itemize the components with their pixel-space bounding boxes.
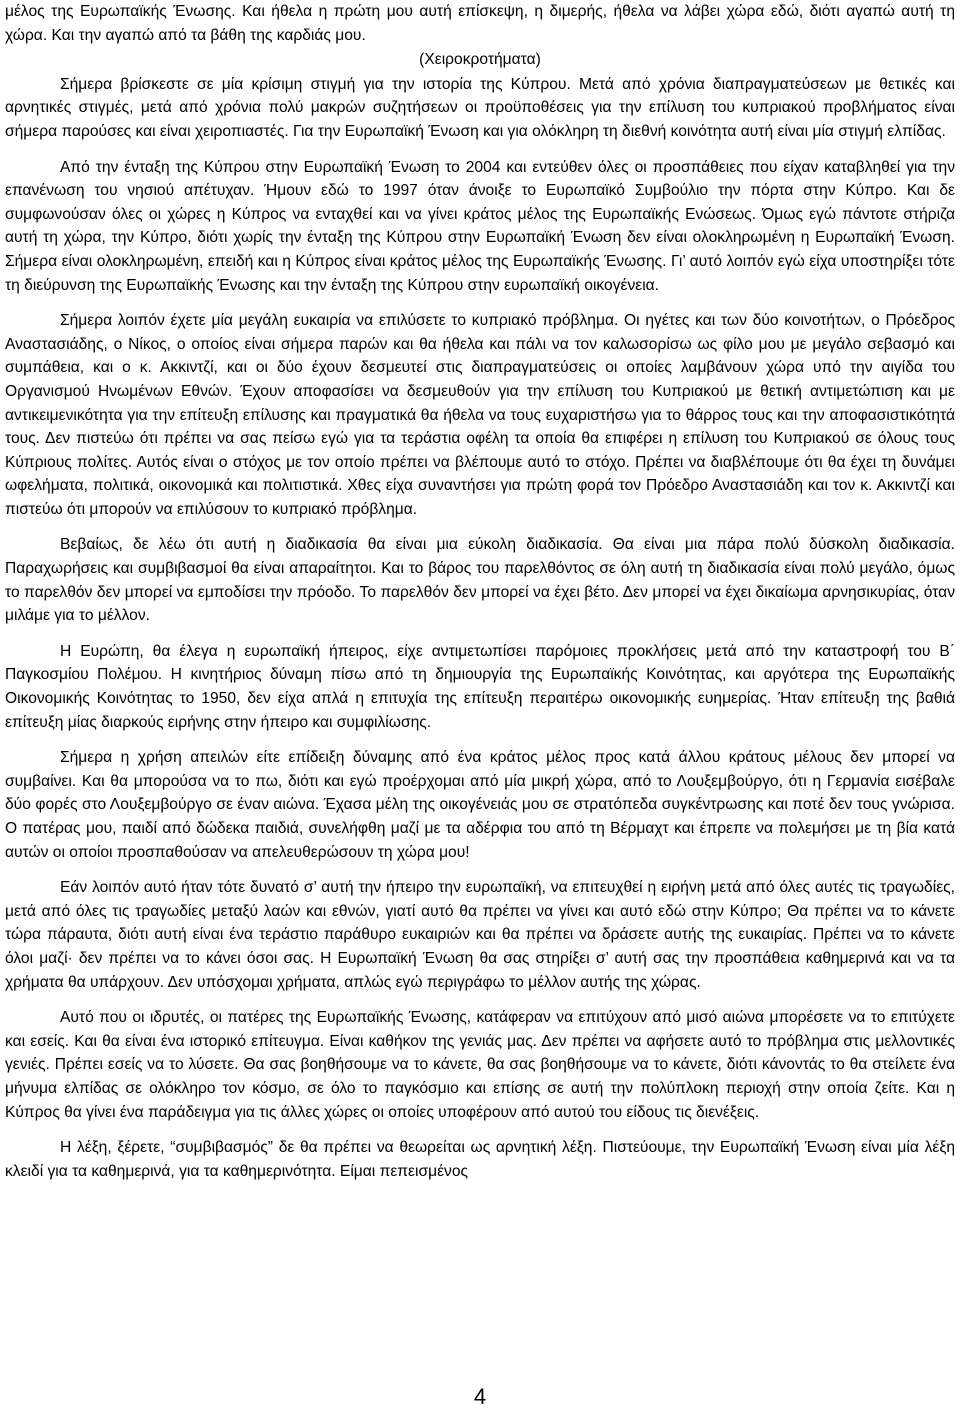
applause-note: (Χειροκροτήματα) bbox=[419, 51, 541, 69]
paragraph-9: Αυτό που οι ιδρυτές, οι πατέρες της Ευρωπαϊκής Ένωσης, κατάφεραν να επιτύχουν από μισό αιώνα μπορέσετε να το επιτύχετε και εσείς. Και θα είναι ένα ιστορικό επίτευγμα. Είναι καθήκον της γενιάς μας. Δεν πρέπει να αφήσετε αυτό το πρόβλημα στις μελλοντικές γενιές. Πρέπει εσείς να το λύσετε. Θα σας βοηθήσουμε να το κάνετε, θα σας βοηθήσουμε να το κάνετε, διότι κάνοντάς το θα στείλετε ένα μήνυμα ελπίδας σε ολόκληρο τον κόσμο, σε όλο το παγκόσμιο και επίσης σε αυτή την πολύπλοκη περιοχή στην οποία ζείτε. Και η Κύπρος θα γίνει ένα παράδειγμα για τις άλλες χώρες οι οποίες υποφέρουν από αυτού του είδους τις διενέξεις. bbox=[5, 1009, 955, 1121]
page-number: 4 bbox=[473, 1384, 487, 1409]
paragraph-6: Η Ευρώπη, θα έλεγα η ευρωπαϊκή ήπειρος, είχε αντιμετωπίσει παρόμοιες προκλήσεις μετά από την καταστροφή του Β΄ Παγκοσμίου Πολέμου. Η κινητήριος δύναμη πίσω από τη δημιουργία της Ευρωπαϊκής Κοινότητας, και αργότερα της Ευρωπαϊκής Οικονομικής Κοινότητας το 1950, δεν είχα απλά η επιτυχία της επίτευξη περαιτέρω οικονομικής ευημερίας. Ήταν επίτευξη της βαθιά επίτευξη μίας διαρκούς ειρήνης στην ήπειρο και συμφιλίωσης. bbox=[5, 642, 955, 731]
paragraph-4: Σήμερα λοιπόν έχετε μία μεγάλη ευκαιρία να επιλύσετε το κυπριακό πρόβλημα. Οι ηγέτες και των δύο κοινοτήτων, ο Πρόεδρος Αναστασιάδης, ο Νίκος, ο οποίος είναι σήμερα παρών και θα ήθελα και πάλι να τον καλωσορίσω ως φίλο μου με μεγάλο σεβασμό και συμπάθεια, και ο κ. Ακκιντζί, και οι δύο έχουν δεσμευτεί στις διαπραγματεύσεις οι οποίες λαμβάνουν χώρα υπό την αιγίδα του Οργανισμού Ηνωμένων Εθνών. Έχουν αποφασίσει να δεσμευθούν για την επίλυση του Κυπριακού με θετική αντιμετώπιση και με αντικειμενικότητα για την επίτευξη επίλυσης και πραγματικά θα ήθελα να τους ευχαριστήσω για το θάρρος τους και την αποφασιστικότητά τους. Δεν πιστεύω ότι πρέπει να σας πείσω εγώ για τα τεράστια οφέλη τα οποία θα επιφέρει η επίλυση του Κυπριακού σε όλους τους Κύπριους πολίτες. Αυτός είναι ο στόχος με τον οποίο πρέπει να βλέπουμε αυτό το στόχο. Πρέπει να διαβλέπουμε ότι θα έχει τη δυνάμει ωφελήματα, πολιτικά, οικονομικά και πολιτιστικά. Χθες είχα συναντήσει για πρώτη φορά τον Πρόεδρο Αναστασιάδη και τον κ. Ακκιντζί και πιστεύω ότι μπορούν να επιλύσουν το κυπριακό πρόβλημα. bbox=[5, 312, 955, 518]
paragraph-5: Βεβαίως, δε λέω ότι αυτή η διαδικασία θα είναι μια εύκολη διαδικασία. Θα είναι μια πάρα πολύ δύσκολη διαδικασία. Παραχωρήσεις και συμβιβασμοί θα είναι απαραίτητοι. Και το βάρος του παρελθόντος σε όλη αυτή τη διαδικασία είναι πολύ μεγάλο, όμως το παρελθόν δεν μπορεί να εμποδίσει την πρόοδο. Το παρελθόν δεν μπορεί να έχει βέτο. Δεν μπορεί να έχει δικαίωμα αρνησικυρίας, όταν μιλάμε για το μέλλον. bbox=[5, 536, 955, 625]
paragraph-7: Σήμερα η χρήση απειλών είτε επίδειξη δύναμης από ένα κράτος μέλος προς κατά άλλου κράτους μέλους δεν μπορεί να συμβαίνει. Και θα μπορούσα να το πω, διότι και εγώ προέρχομαι από μία μικρή χώρα, από το Λουξεμβούργο, ότι η Γερμανία εισέβαλε δύο φορές στο Λουξεμβούργο σε έναν αιώνα. Έχασα μέλη της οικογένειάς μου σε στρατόπεδα συγκέντρωσης και ποτέ δεν τους γνώρισα. Ο πατέρας μου, παιδί από δώδεκα παιδιά, συνελήφθη μαζί με τα αδέρφια του από τη Βέρμαχτ και έπρεπε να πολεμήσει με τη βία κατά αυτών οι οποίοι προσπαθούσαν να απελευθερώσουν τη χώρα μου! bbox=[5, 749, 955, 861]
paragraph-3: Από την ένταξη της Κύπρου στην Ευρωπαϊκή Ένωση το 2004 και εντεύθεν όλες οι προσπάθειες που είχαν καταβληθεί για την επανένωση του νησιού απέτυχαν. Ήμουν εδώ το 1997 όταν άνοιξε το Ευρωπαϊκό Συμβούλιο την πόρτα στην Κύπρο. Και δε συμφωνούσαν όλες οι χώρες η Κύπρος να ενταχθεί και να γίνει κράτος μέλος της Ευρωπαϊκής Ενώσεως. Όμως εγώ πάντοτε στήριζα αυτή τη χώρα, την Κύπρο, διότι χωρίς την ένταξη της Κύπρου στην Ευρωπαϊκή Ένωση δεν είναι ολοκληρωμένη η Ευρωπαϊκή Ένωση. Σήμερα είναι ολοκληρωμένη, επειδή και η Κύπρος είναι κράτος μέλος της Ευρωπαϊκής Ένωσης. Γι’ αυτό λοιπόν εγώ είχα υποστηρίξει τότε τη διεύρυνση της Ευρωπαϊκής Ένωσης και την ένταξη της Κύπρου στην ευρωπαϊκή οικογένεια. bbox=[5, 158, 955, 294]
paragraph-1: μέλος της Ευρωπαϊκής Ένωσης. Και ήθελα η πρώτη μου αυτή επίσκεψη, η διμερής, ήθελα να λάβει χώρα εδώ, διότι αγαπώ αυτή τη χώρα. Και την αγαπώ από τα βάθη της καρδιάς μου. bbox=[5, 3, 955, 44]
document-page bbox=[5, 0, 955, 1183]
paragraph-8: Εάν λοιπόν αυτό ήταν τότε δυνατό σ’ αυτή την ήπειρο την ευρωπαϊκή, να επιτευχθεί η ειρήνη μετά από όλες αυτές τις τραγωδίες, μετά από όλες τις τραγωδίες μεταξύ λαών και εθνών, γιατί αυτό θα πρέπει να γίνει και αυτό εδώ στην Κύπρο; Θα πρέπει να το κάνετε τώρα πάραυτα, διότι αυτή είναι ένα τεράστιο παράθυρο ευκαιριών και θα πρέπει να δράσετε αυτής της ευκαιρίας. Πρέπει να το κάνετε όλοι μαζί· δεν πρέπει να το κάνει όσοι σας. Η Ευρωπαϊκή Ένωση θα σας στηρίξει σ’ αυτή σας την προσπάθεια καθημερινά και να τα χρήματα θα υπάρχουν. Δεν υπόσχομαι χρήματα, απλώς εγώ περιγράφω το μέλλον αυτής της χώρας. bbox=[5, 879, 955, 991]
paragraph-2: Σήμερα βρίσκεστε σε μία κρίσιμη στιγμή για την ιστορία της Κύπρου. Μετά από χρόνια διαπραγματεύσεων με θετικές και αρνητικές στιγμές, μετά από χρόνια πολύ μακρών συζητήσεων οι προϋποθέσεις για την επίλυση του κυπριακού προβλήματος είναι σήμερα παρούσες και είναι χειροπιαστές. Για την Ευρωπαϊκή Ένωση και για ολόκληρη τη διεθνή κοινότητα αυτή είναι μία στιγμή ελπίδας. bbox=[5, 75, 955, 140]
paragraph-10: Η λέξη, ξέρετε, “συμβιβασμός” δε θα πρέπει να θεωρείται ως αρνητική λέξη. Πιστεύουμε, την Ευρωπαϊκή Ένωση είναι μία λέξη κλειδί για τα καθημερινά, για τα καθημερινότητα. Είμαι πεπεισμένος bbox=[5, 1139, 955, 1180]
